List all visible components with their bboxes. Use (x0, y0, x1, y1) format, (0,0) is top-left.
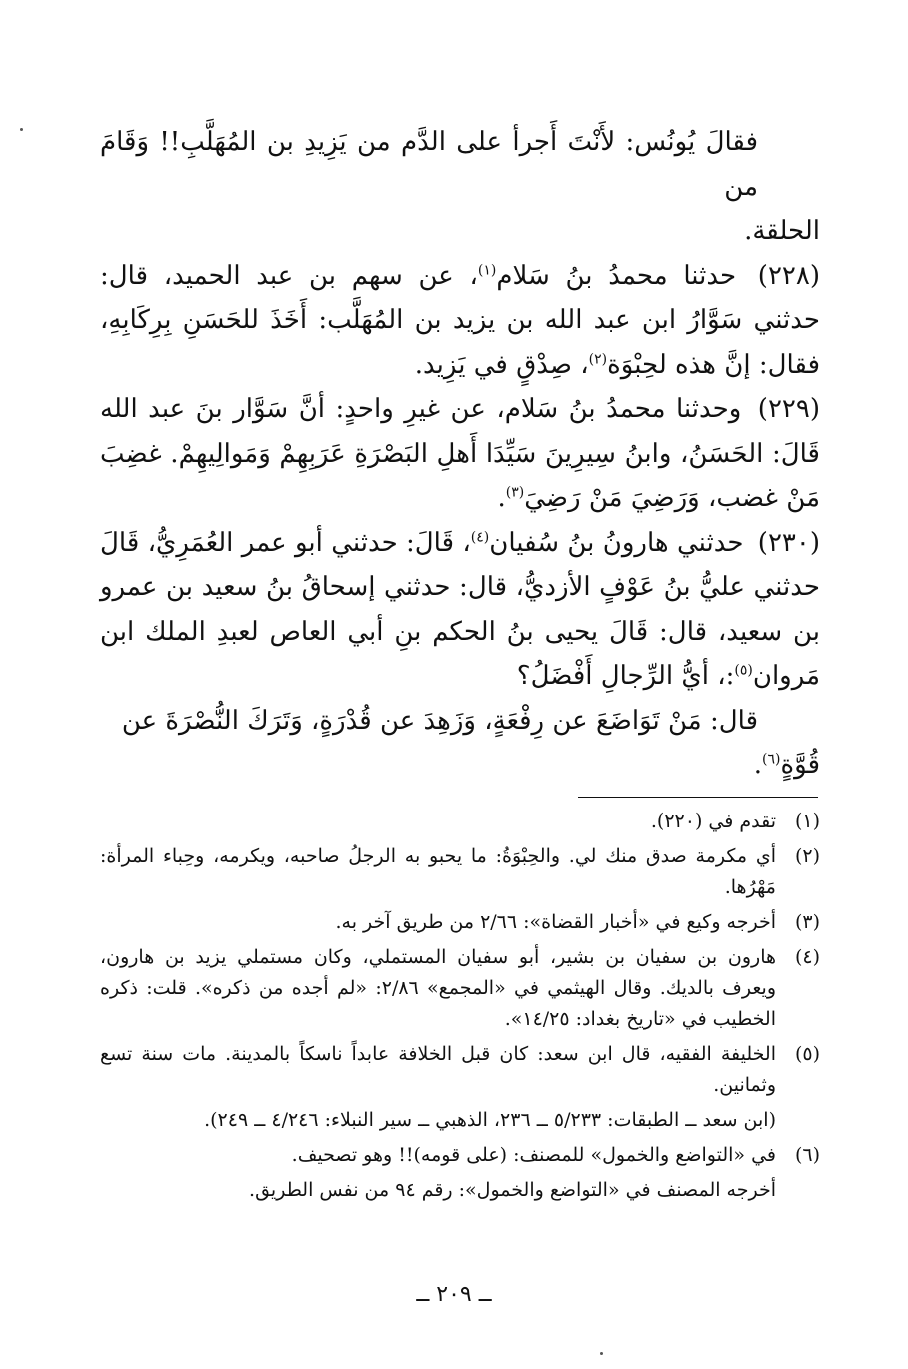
footnote-marker: (٦) (762, 751, 781, 768)
hadith-230 (100, 521, 820, 699)
intro-paragraph-end (100, 209, 820, 254)
text-line: حدثني عليُّ بنُ عَوْفٍ الأزديُّ، قال: حدثني إسحاقُ بنُ سعيد بن (166, 572, 820, 602)
footnote-text: الخليفة الفقيه، قال ابن سعد: كان قبل الخلافة عابداً ناسكاً بالمدينة. مات سنة تسع وثمانين. (100, 1043, 776, 1096)
hadith-229 (100, 387, 820, 521)
footnote-3 (100, 907, 820, 938)
footnote-4 (100, 942, 820, 1035)
footnote-number: (١) (794, 810, 820, 832)
text-line: عمرو بن سعيد، قال: قَالَ يحيى بنُ الحكم بنِ أبي العاص لعبدِ الملك (100, 572, 820, 647)
footnote-number: (٢) (794, 845, 820, 867)
scan-speck (600, 1352, 603, 1355)
footnote-5 (100, 1039, 820, 1101)
hadith-number: (٢٢٨) (757, 260, 820, 291)
hadith-number: (٢٢٩) (757, 394, 820, 424)
footnote-6-reference: أخرجه المصنف في «التواضع والخمول»: رقم ٩٤ من نفس الطريق. (249, 1179, 776, 1201)
footnote-text: أي مكرمة صدق منك لي. والحِبْوَةُ: ما يحبو به الرجلُ صاحبه، ويكرمه، وحِباء المرأة: مَهْرُها. (100, 845, 776, 898)
intro-paragraph (100, 120, 820, 209)
footnote-text: تقدم في (٢٢٠). (650, 810, 776, 832)
text-line: ، عن سهم بن عبد الحميد، قال: حدثني (100, 260, 821, 335)
main-text (100, 120, 820, 788)
footnote-number: (٦) (794, 1144, 820, 1166)
footnote-number: (٤) (794, 946, 820, 968)
text-line: حدثني هارونُ بنُ سُفيان (489, 527, 744, 558)
footnote-number: (٥) (794, 1043, 820, 1065)
footnote-marker: (٣) (505, 484, 525, 501)
text-line: فقالَ يُونُس: لأَنْتَ أَجرأ على الدَّم من يَزِيدِ بن المُهَلَّبِ!! وَقَامَ من (100, 127, 759, 202)
footnote-2 (100, 841, 820, 903)
footnote-marker: (٢) (588, 350, 608, 367)
text-line: ، قَالَ: حدثني أبو عمر العُمَرِيُّ، قَالَ (100, 527, 471, 558)
hadith-228 (100, 254, 820, 388)
text-line: . (497, 483, 506, 513)
text-line: إنَّ هذه لحِبْوَة (607, 349, 751, 380)
footnote-text: أخرجه وكيع في «أخبار القضاة»: ٢/٦٦ من طريق آخر به. (335, 911, 776, 933)
footnote-marker: (٥) (734, 662, 753, 679)
footnote-marker: (١) (477, 261, 497, 278)
text-line: ، صِدْقٍ في يَزِيد. (414, 349, 589, 380)
text-line: ابن مَروان (100, 616, 820, 691)
hadith-230-answer-end (100, 743, 820, 788)
text-line: غضب، وَرَضِيَ مَنْ رَضِيَ (524, 483, 779, 513)
hadith-230-answer (100, 699, 820, 744)
text-line: . (753, 750, 763, 780)
text-line: وحدثنا محمدُ بنُ سَلام، عن غيرِ واحدٍ: أنَّ سَوَّار بنَ عبد الله قَالَ: (100, 394, 820, 469)
text-line: الحَسَنُ، وابنُ سِيرِينَ سَيِّدَا أَهلِ البَصْرَةِ عَرَبِهِمْ وَمَوالِيهِمْ. غضِبَ مَنْ (100, 438, 820, 513)
text-line: قُوَّةٍ (780, 750, 820, 780)
footnote-text: في «التواضع والخمول» للمصنف: (على قومه)!! وهو تصحيف. (291, 1144, 776, 1166)
footnote-number: (٣) (794, 911, 820, 933)
text-line: حدثنا محمدُ بنُ سَلام (496, 260, 737, 291)
text-line: الحلقة. (744, 216, 820, 246)
footnote-6 (100, 1140, 820, 1171)
footnote-separator (578, 797, 818, 798)
footnote-marker: (٤) (470, 528, 490, 545)
footnote-5-reference: (ابن سعد ــ الطبقات: ٥/٢٣٣ ــ ٢٣٦، الذهبي ــ سير النبلاء: ٤/٢٤٦ ــ ٢٤٩). (204, 1109, 776, 1131)
page-number: ــ ٢٠٩ ــ (416, 1282, 492, 1307)
text-line: قال: مَنْ تَوَاضَعَ عن رِفْعَةٍ، وَزَهِدَ عن قُدْرَةٍ، وَتَرَكَ النُّصْرَةَ عن (121, 705, 758, 736)
footnotes (100, 806, 820, 1210)
text-line: سَوَّارُ ابن عبد الله بن يزيد بن المُهَلَّب: أَخَذَ للحَسَنِ بِرِكَابِهِ، فقال: (100, 305, 820, 380)
footnote-1 (100, 806, 820, 837)
hadith-number: (٢٣٠) (757, 527, 821, 558)
text-line: :، أيُّ الرِّجالِ أَفْضَلُ؟ (516, 661, 735, 691)
footnote-text: هارون بن سفيان بن بشير، أبو سفيان المستملي، وكان مستملي يزيد بن هارون، ويعرف بالديك. وقال الهيثمي في «المجمع» ٢/٨٦: «لم أجده من ذكره». قلت: ذكره الخطيب في «تاريخ بغداد: ١٤/٢٥». (100, 946, 776, 1030)
scan-speck (20, 128, 23, 131)
